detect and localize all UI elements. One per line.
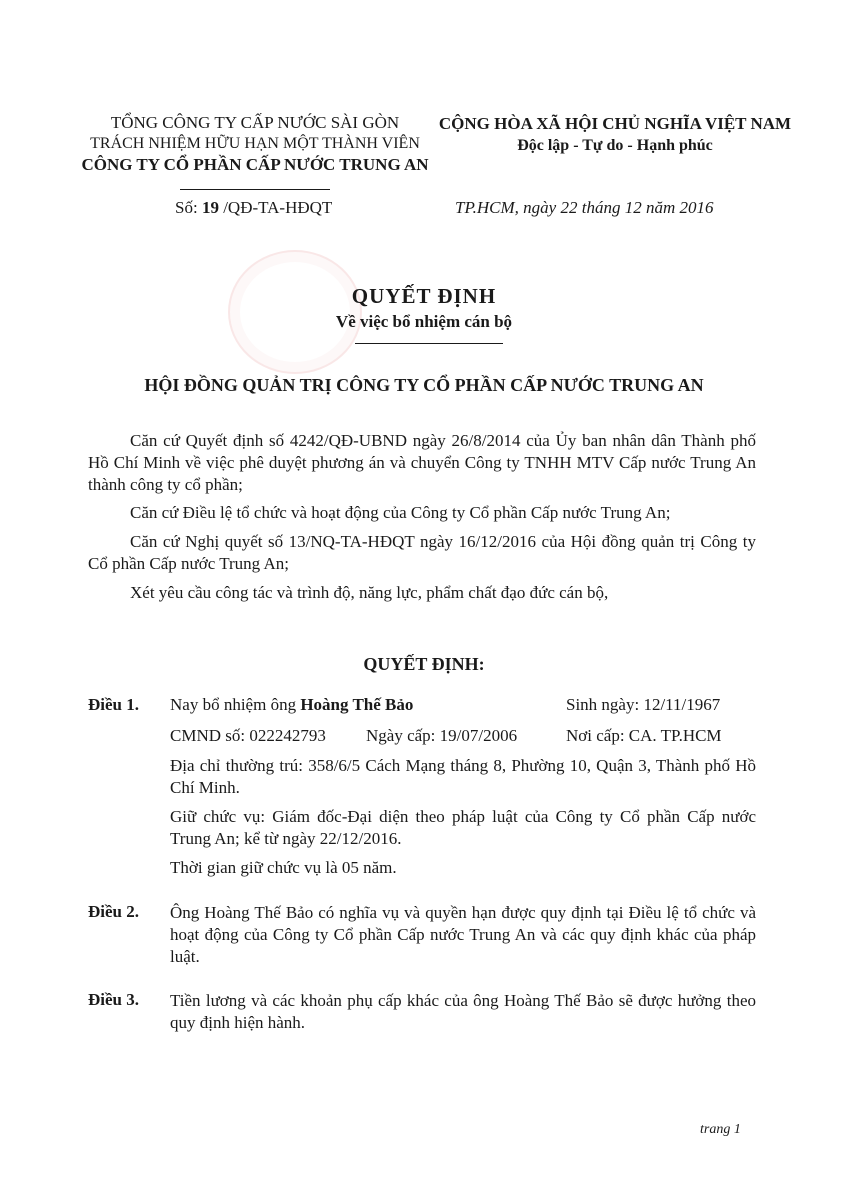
article-3-label: Điều 3. xyxy=(88,990,139,1009)
document-number: Số: 19 /QĐ-TA-HĐQT xyxy=(175,198,333,217)
id-issue-place: Nơi cấp: CA. TP.HCM xyxy=(566,726,722,745)
article-1-appointment: Nay bổ nhiệm ông Hoàng Thế Bảo xyxy=(170,695,414,714)
document-date: TP.HCM, ngày 22 tháng 12 năm 2016 xyxy=(455,198,714,217)
issuing-board: HỘI ĐỒNG QUẢN TRỊ CÔNG TY CỔ PHẦN CẤP NƯỚC TRUNG AN xyxy=(144,375,704,395)
birth-date: Sinh ngày: 12/11/1967 xyxy=(566,695,721,714)
company-name: CÔNG TY CỔ PHẦN CẤP NƯỚC TRUNG AN xyxy=(81,155,429,174)
document-subtitle: Về việc bổ nhiệm cán bộ xyxy=(335,312,513,331)
permanent-address: Địa chỉ thường trú: 358/6/5 Cách Mạng tháng 8, Phường 10, Quận 3, Thành phố Hồ Chí Minh. xyxy=(170,756,756,797)
parent-org-name: TỔNG CÔNG TY CẤP NƯỚC SÀI GÒN xyxy=(110,113,400,132)
preamble-paragraph: Căn cứ Quyết định số 4242/QĐ-UBND ngày 26/8/2014 của Ủy ban nhân dân Thành phố Hồ Chí Minh về việc phê duyệt phương án và chuyển Công ty TNHH MTV Cấp nước Trung An thành công ty cổ phần; xyxy=(88,431,756,494)
national-title: CỘNG HÒA XÃ HỘI CHỦ NGHĨA VIỆT NAM xyxy=(438,114,792,133)
document-number-value: 19 xyxy=(201,198,219,217)
position-held: Giữ chức vụ: Giám đốc-Đại diện theo pháp luật của Công ty Cổ phần Cấp nước Trung An; kể từ ngày 22/12/2016. xyxy=(170,807,756,848)
article-2-text: Ông Hoàng Thế Bảo có nghĩa vụ và quyền hạn được quy định tại Điều lệ tổ chức và hoạt động của Công ty Cổ phần Cấp nước Trung An và các quy định khác của pháp luật. xyxy=(170,903,756,966)
document-title: QUYẾT ĐỊNH xyxy=(351,284,497,308)
national-motto: Độc lập - Tự do - Hạnh phúc xyxy=(517,137,713,154)
article-3-text: Tiền lương và các khoản phụ cấp khác của ông Hoàng Thế Bảo sẽ được hưởng theo quy định hiện hành. xyxy=(170,991,756,1032)
title-divider xyxy=(355,343,503,344)
term-of-office: Thời gian giữ chức vụ là 05 năm. xyxy=(170,858,397,877)
parent-org-type: TRÁCH NHIỆM HỮU HẠN MỘT THÀNH VIÊN xyxy=(90,135,420,152)
organization-header xyxy=(55,112,455,190)
preamble-paragraph: Căn cứ Điều lệ tổ chức và hoạt động của Công ty Cổ phần Cấp nước Trung An; xyxy=(130,503,671,522)
preamble-paragraph: Xét yêu cầu công tác và trình độ, năng lực, phẩm chất đạo đức cán bộ, xyxy=(130,583,609,602)
national-header xyxy=(420,113,810,157)
id-number: CMND số: 022242793 xyxy=(170,726,326,745)
id-issue-date: Ngày cấp: 19/07/2006 xyxy=(366,726,518,745)
decision-heading: QUYẾT ĐỊNH: xyxy=(363,654,485,674)
page-number: trang 1 xyxy=(700,1122,741,1137)
preamble-paragraph: Căn cứ Nghị quyết số 13/NQ-TA-HĐQT ngày 16/12/2016 của Hội đồng quản trị Công ty Cổ phần Cấp nước Trung An; xyxy=(88,532,756,573)
article-2-label: Điều 2. xyxy=(88,902,139,921)
article-1-label: Điều 1. xyxy=(88,695,139,714)
header-left-divider xyxy=(180,189,330,190)
appointee-name: Hoàng Thế Bảo xyxy=(300,695,414,714)
